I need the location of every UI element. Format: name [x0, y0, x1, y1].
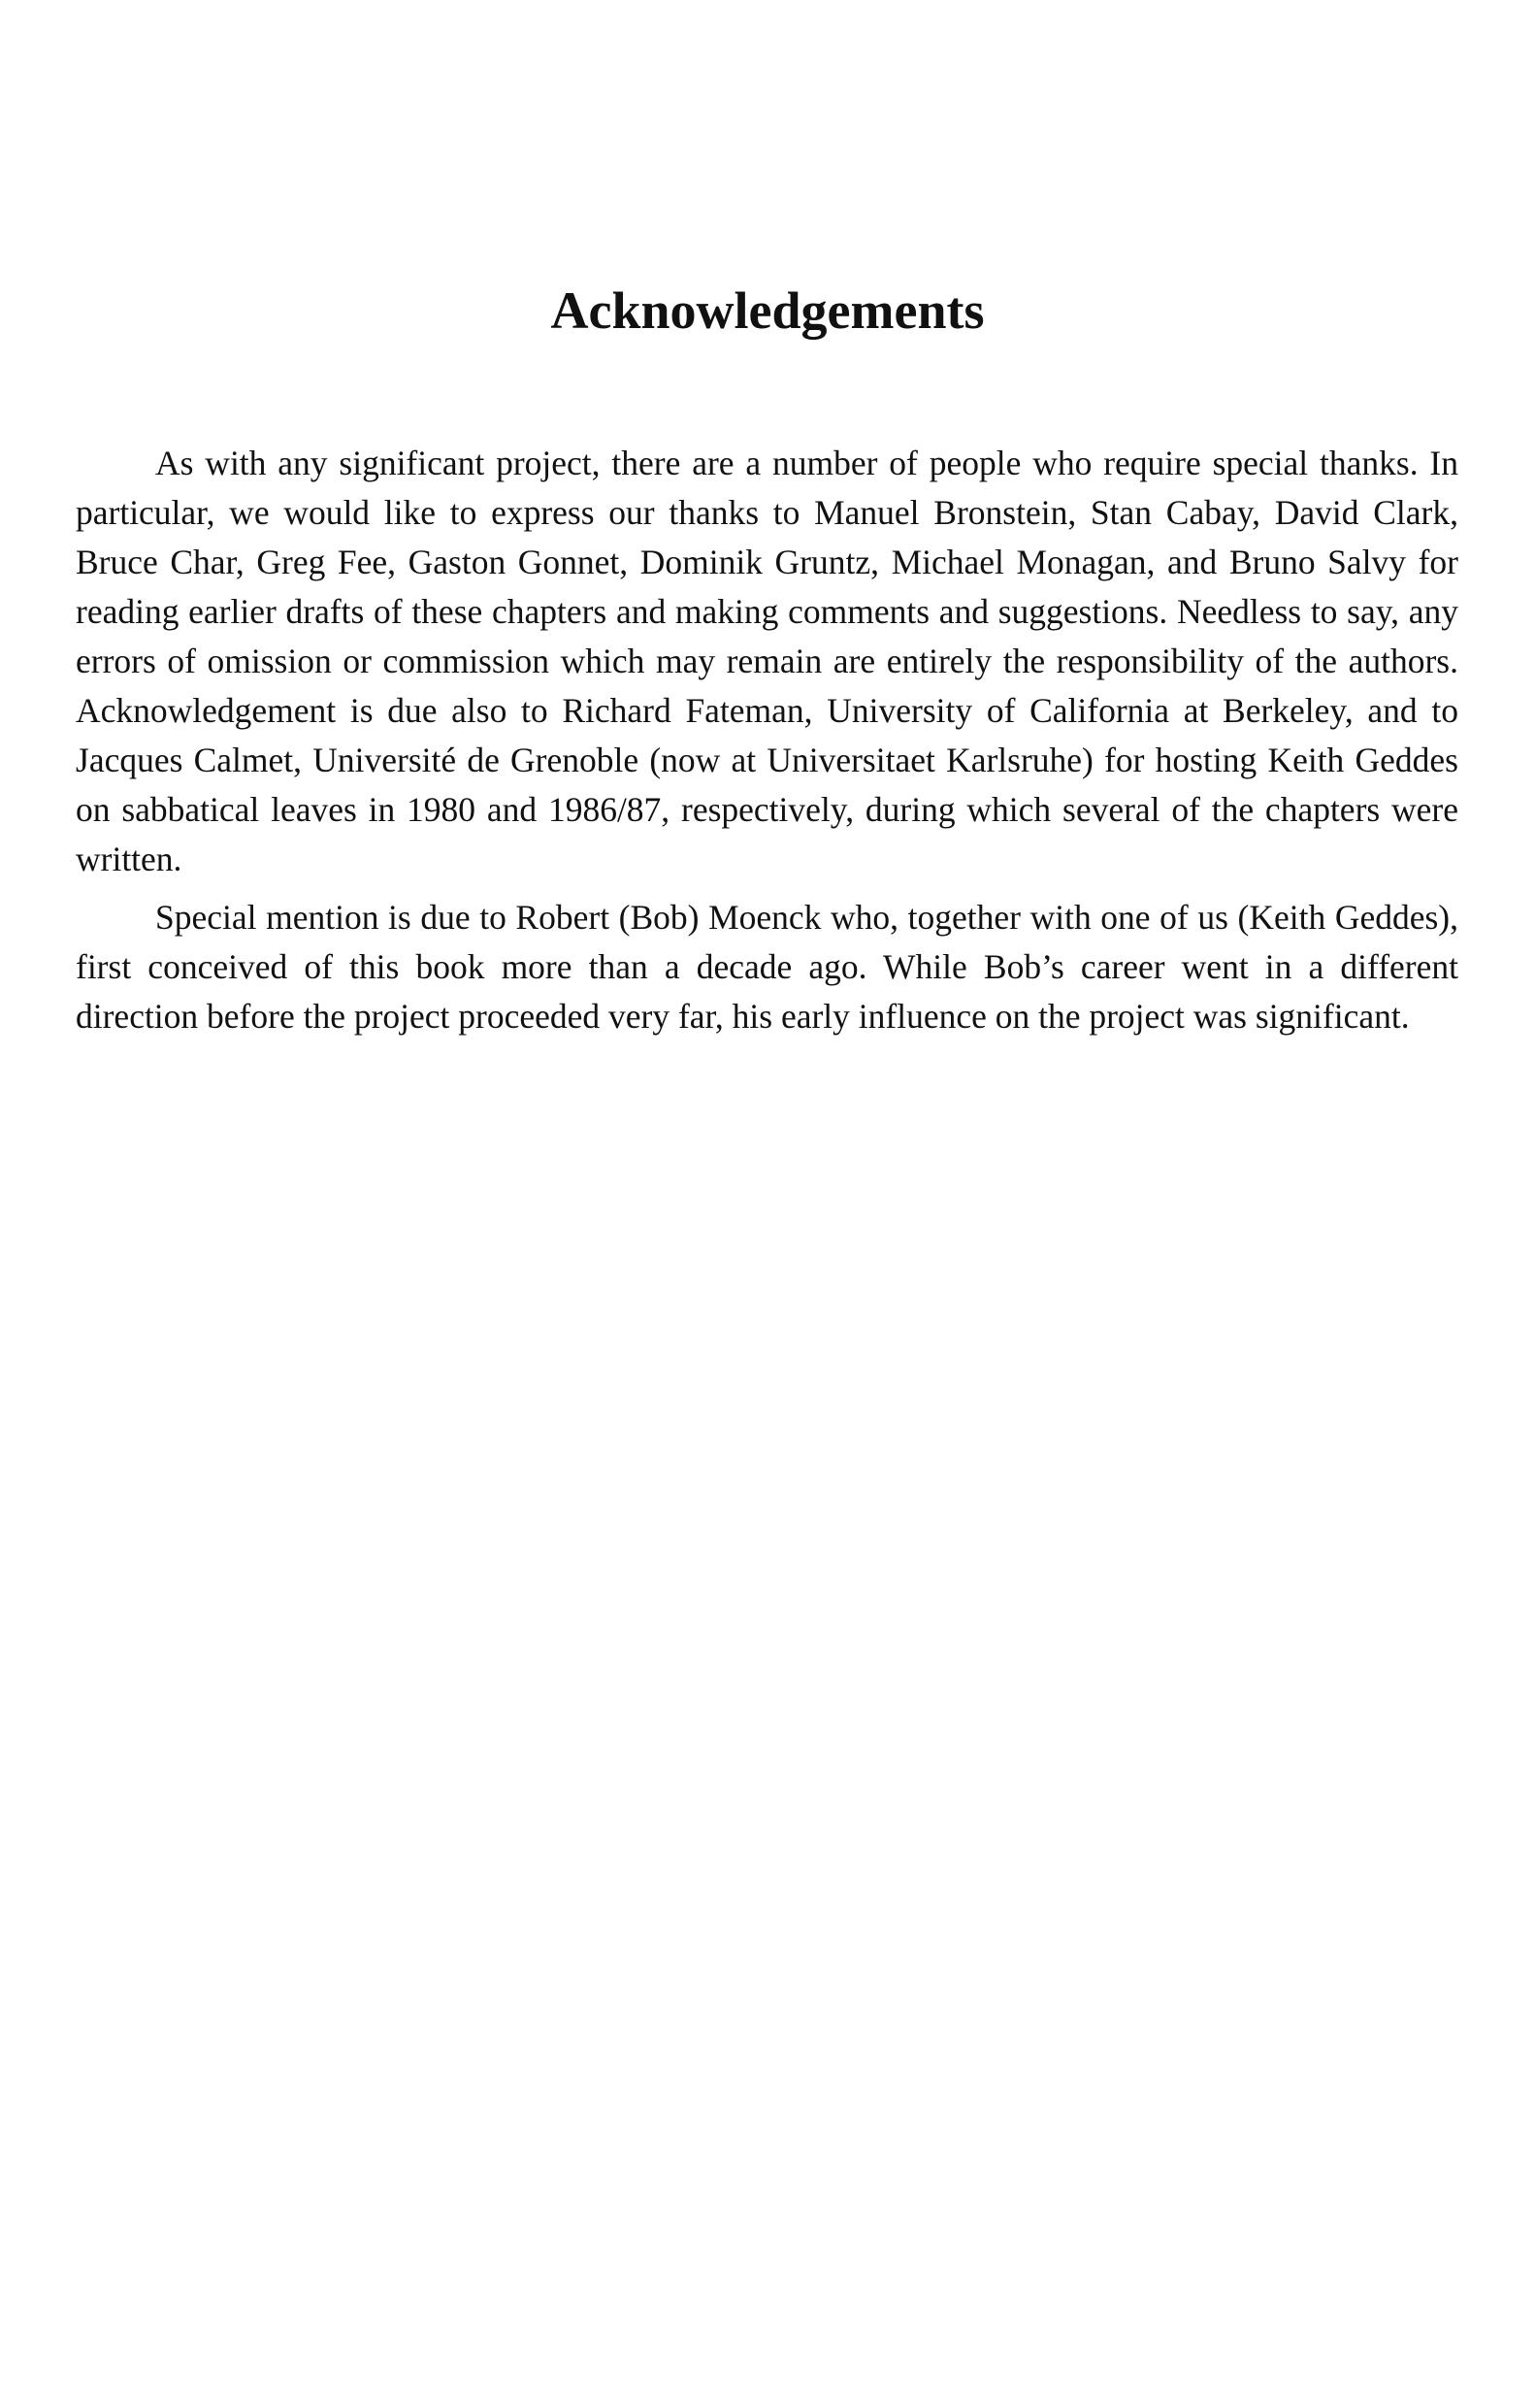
- body-text: [76, 439, 1458, 1041]
- page-title: Acknowledgements: [550, 281, 985, 340]
- paragraph-1: As with any significant project, there are a number of people who require special thanks. In particular, we would like to express our thanks to Manuel Bronstein, Stan Cabay, David Clark, Bruce Char, Greg Fee, Gaston Gonnet, Dominik Gruntz, Michael Monagan, and Bruno Salvy for reading earlier drafts of these chapters and making comments and suggestions. Needless to say, any errors of omission or commission which may remain are entirely the responsibility of the authors. Acknowledgement is due also to Richard Fateman, University of California at Berkeley, and to Jacques Calmet, Université de Grenoble (now at Universitaet Karlsruhe) for hosting Keith Geddes on sabbatical leaves in 1980 and 1986/87, respectively, during which several of the chapters were written.: [76, 444, 1458, 878]
- paragraph-2: Special mention is due to Robert (Bob) Moenck who, together with one of us (Keith Geddes), first conceived of this book more than a decade ago. While Bob’s career went in a different direction before the project proceeded very far, his early influence on the project was significant.: [76, 898, 1458, 1036]
